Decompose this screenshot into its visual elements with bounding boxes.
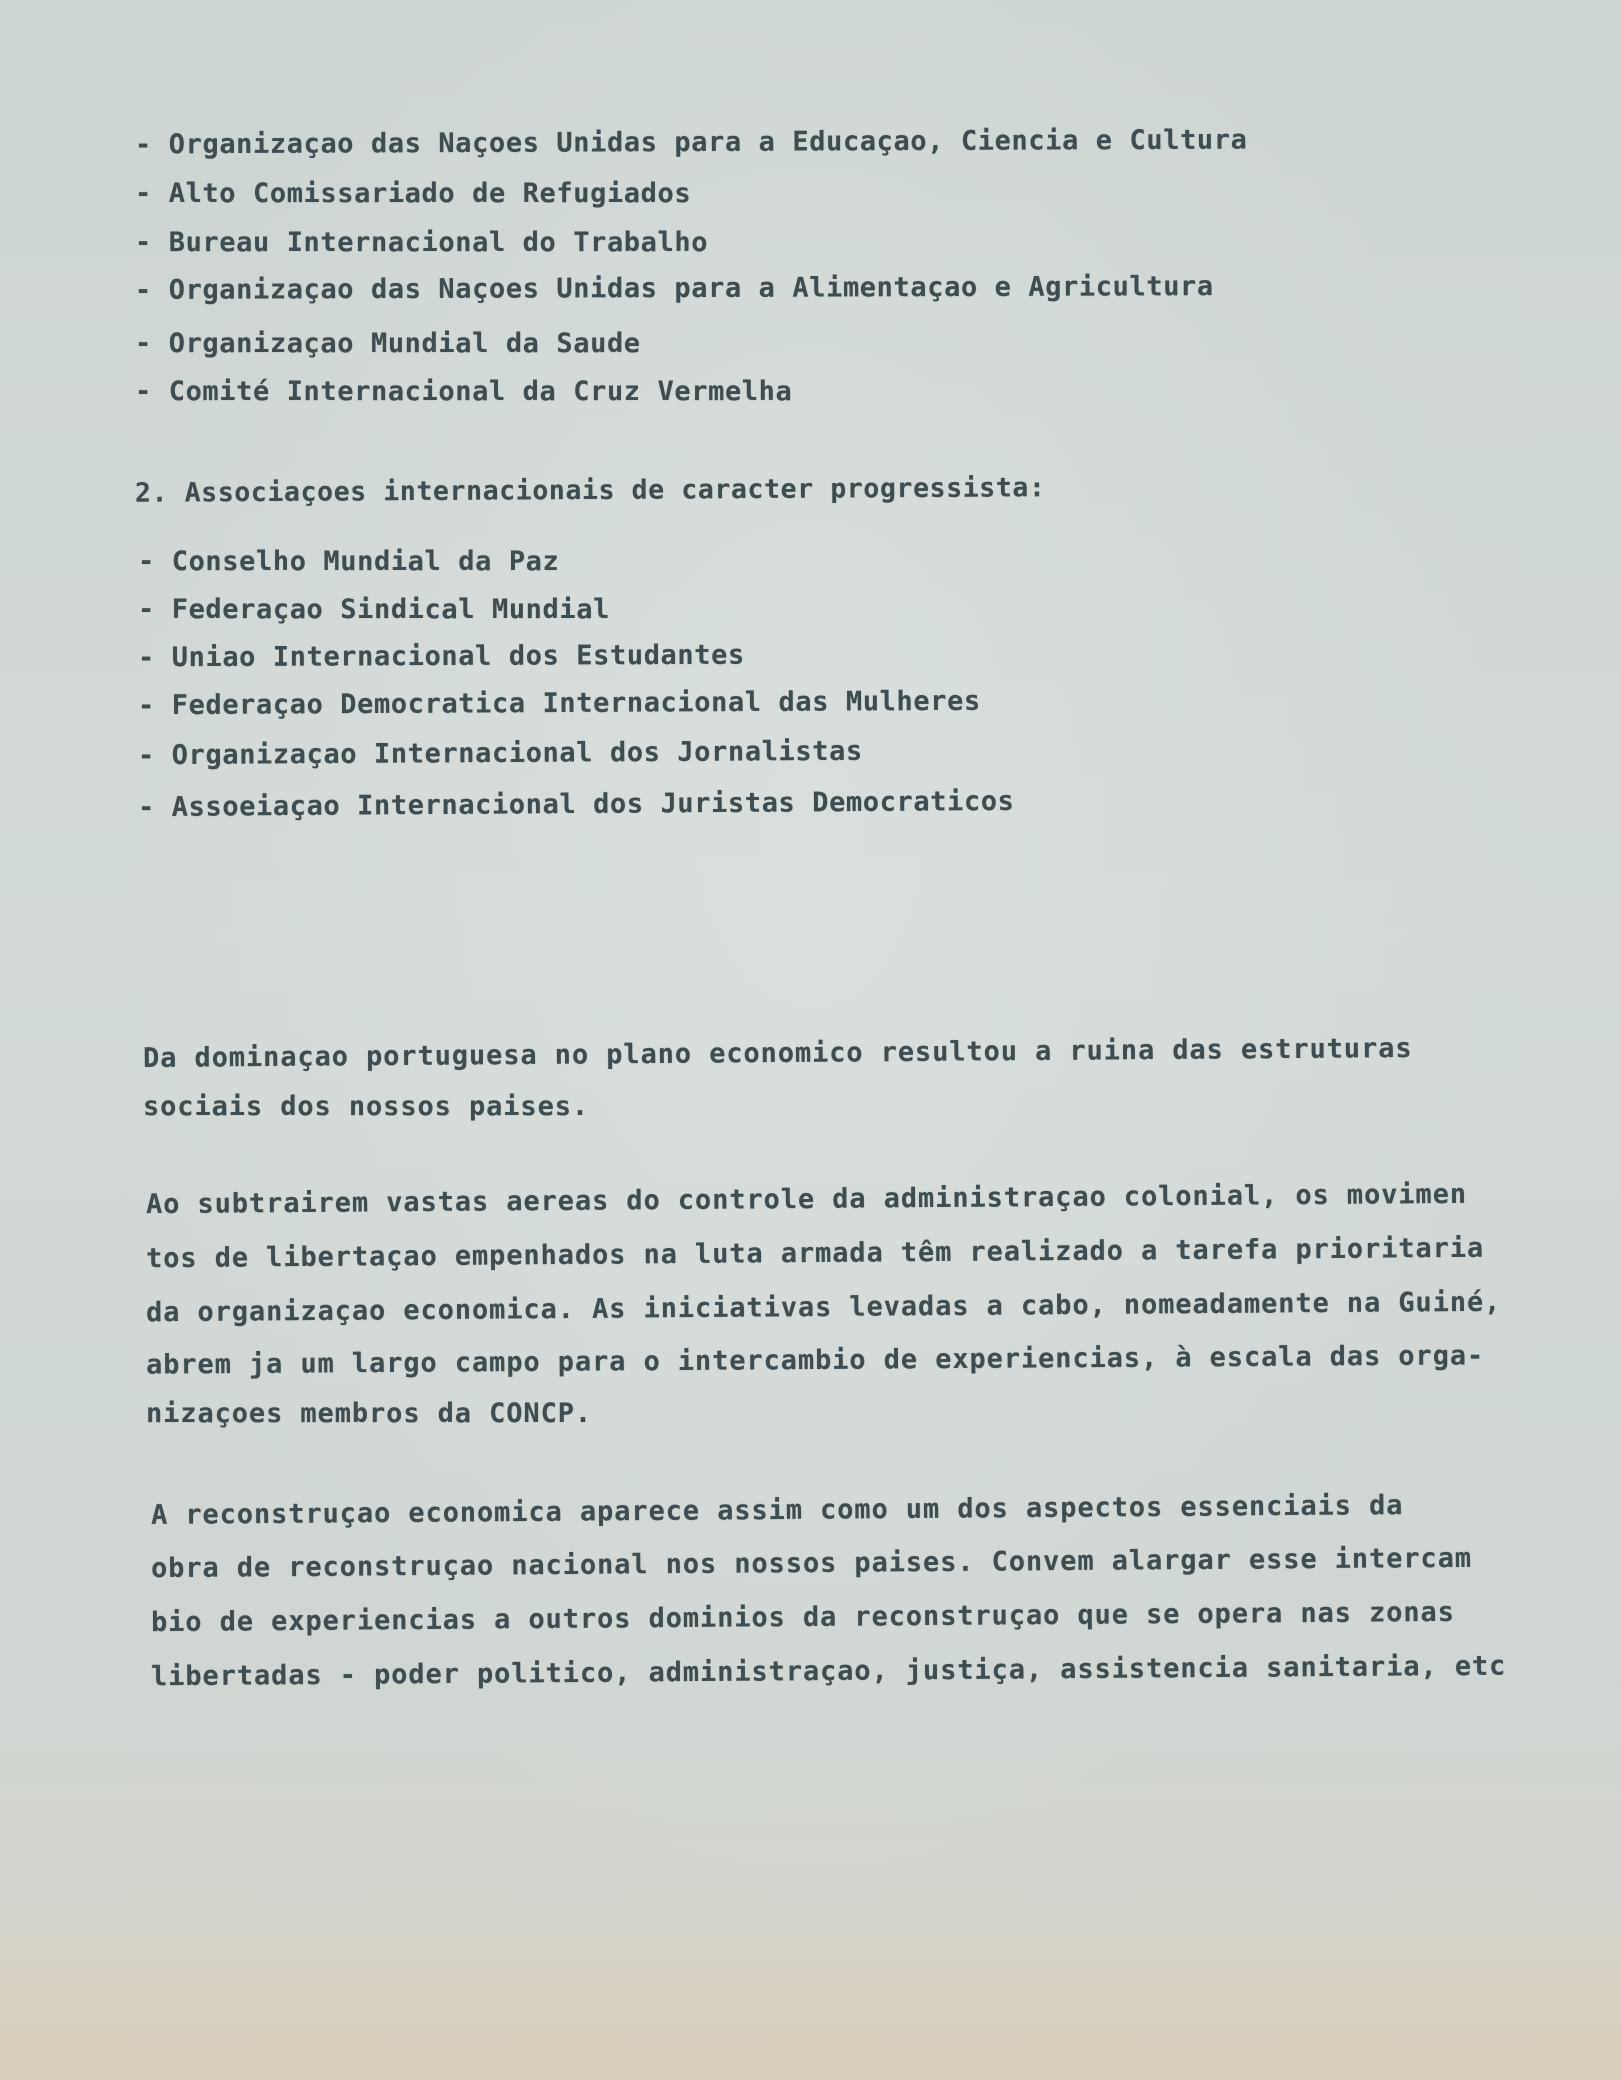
paragraph-line: libertadas - poder politico, administraçao, justiça, assistencia sanitaria, etc: [150, 1650, 1507, 1693]
list-item: - Uniao Internacional dos Estudantes: [137, 639, 745, 674]
list-item: - Organizaçao Mundial da Saude: [135, 328, 641, 359]
paragraph-line: Ao subtrairem vastas aereas do controle da administraçao colonial, os movimen: [145, 1178, 1468, 1221]
paragraph-line: da organizaçao economica. As iniciativas levadas a cabo, nomeadamente na Guiné,: [145, 1286, 1502, 1329]
list-item: - Federaçao Sindical Mundial: [138, 594, 610, 625]
section-two-heading: 2. Associaçoes internacionais de caracter progressista:: [134, 472, 1046, 509]
paragraph-line: bio de experiencias a outros dominios da reconstruçao que se opera nas zonas: [150, 1596, 1455, 1639]
list-item: - Organizaçao das Naçoes Unidas para a Educaçao, Ciencia e Cultura: [134, 124, 1248, 161]
list-item: - Conselho Mundial da Paz: [138, 546, 560, 577]
paragraph-line: A reconstruçao economica aparece assim como um dos aspectos essenciais da: [150, 1490, 1404, 1531]
list-item: - Assoeiaçao Internacional dos Juristas Democraticos: [137, 785, 1015, 824]
list-item: - Organizaçao das Naçoes Unidas para a Alimentaçao e Agricultura: [134, 271, 1214, 306]
paper-aging-shade: [0, 1900, 1621, 2080]
list-item: - Organizaçao Internacional dos Jornalistas: [137, 735, 863, 772]
paragraph-line: sociais dos nossos paises.: [143, 1091, 590, 1122]
list-item: - Bureau Internacional do Trabalho: [135, 227, 709, 258]
list-item: - Federaçao Democratica Internacional das Mulheres: [137, 685, 981, 722]
paragraph-line: abrem ja um largo campo para o intercambio de experiencias, à escala das orga-: [145, 1340, 1485, 1381]
list-item: - Alto Comissariado de Refugiados: [135, 178, 692, 209]
list-item: - Comité Internacional da Cruz Vermelha: [135, 376, 793, 407]
paragraph-line: nizaçoes membros da CONCP.: [146, 1398, 593, 1429]
paragraph-line: Da dominaçao portuguesa no plano economico resultou a ruina das estruturas: [142, 1033, 1413, 1074]
paragraph-line: tos de libertaçao empenhados na luta armada têm realizado a tarefa prioritaria: [145, 1232, 1485, 1275]
paragraph-line: obra de reconstruçao nacional nos nossos paises. Convem alargar esse intercam: [150, 1542, 1473, 1585]
